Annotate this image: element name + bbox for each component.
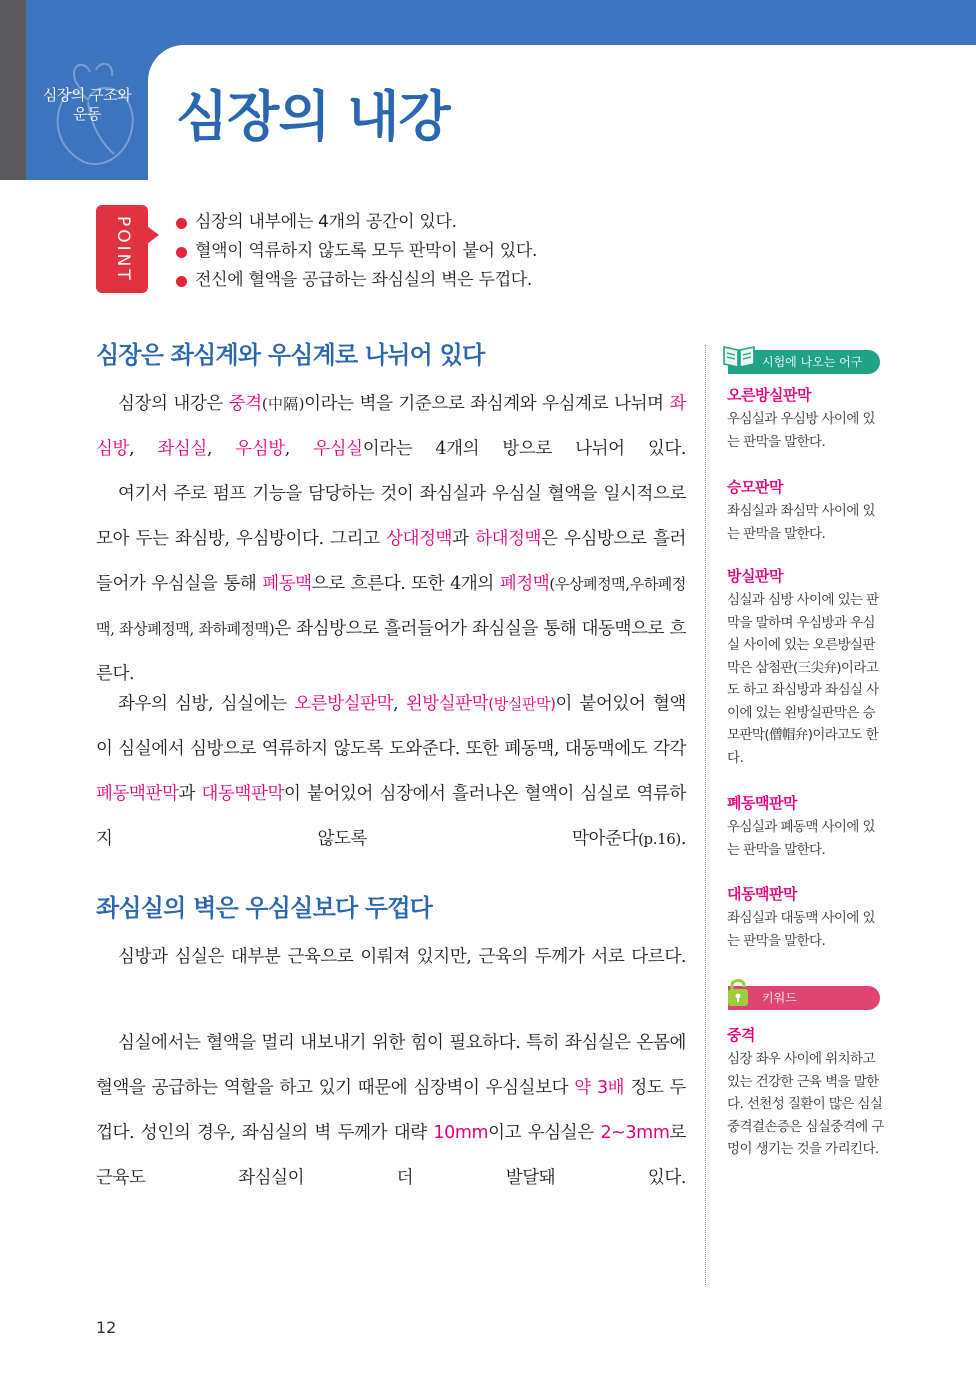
text-run: 심실에서는 혈액을 멀리 내보내기 위한 힘이 필요하다. 특히 좌심실은 온몸에 혈액을 공급하는 역할을 하고 있기 때문에 심장벽이 우심실보다 (96, 1033, 686, 1098)
text-run: 으로 흐른다. 또한 4개의 (311, 574, 500, 594)
text-run: , (206, 439, 236, 459)
paragraph (96, 472, 686, 697)
chapter-label (26, 86, 148, 124)
glossary-desc: 좌심실과 대동맥 사이에 있는 판막을 말한다. (727, 910, 875, 949)
bullet-dot-icon (176, 218, 187, 229)
side-strip (0, 0, 26, 180)
highlight-term: 폐정맥 (499, 574, 550, 594)
highlight-term: 상대정맥 (386, 529, 453, 549)
text-run: 좌우의 심방, 심실에는 (118, 694, 295, 714)
text-run: 이라는 벽을 기준으로 좌심계와 우심계로 나뉘며 (304, 394, 670, 414)
text-run: 정도 두껍다. 성인의 경우, 좌심실의 벽 두께가 대략 (96, 1078, 686, 1143)
text-run: 은 좌심방으로 흘러들어가 좌심실을 통해 대동맥으로 흐른다. (96, 619, 686, 684)
point-item-text: 전신에 혈액을 공급하는 좌심실의 벽은 두껍다. (195, 270, 532, 290)
text-run: (中隔) (261, 395, 305, 413)
glossary-term: 폐동맥판막 (727, 794, 797, 812)
text-run: 이라는 4개의 방으로 나뉘어 있다. (362, 439, 686, 459)
keyword-term: 중격 (727, 1026, 755, 1044)
glossary-entry (727, 476, 887, 545)
paragraph: 심방과 심실은 대부분 근육으로 이뤄져 있지만, 근육의 두께가 서로 다르다. (118, 947, 686, 967)
page-reference: (p.16) (638, 830, 681, 848)
paragraph (96, 382, 686, 472)
page-title: 심장의 내강 (176, 85, 450, 148)
text-run: 과 (452, 529, 476, 549)
point-item (176, 237, 537, 266)
highlight-term: (방실판막) (488, 695, 556, 713)
highlight-term: 2~3mm (600, 1123, 670, 1143)
point-item (176, 266, 537, 295)
point-list (176, 208, 537, 295)
text-run: 은 우심방으로 흘러들어가 우심실을 통해 (96, 529, 687, 594)
keyword-desc: 심장 좌우 사이에 위치하고 있는 건강한 근육 벽을 말한다. 선천성 질환이 많은 심실중격결손증은 심실중격에 구멍이 생기는 것을 가리킨다. (727, 1051, 884, 1157)
glossary-tag-label: 시험에 나오는 어구 (762, 355, 863, 369)
glossary-term: 승모판막 (727, 478, 783, 496)
text-run: , (393, 694, 406, 714)
text-run: 이 붙어있어 심장에서 흘러나온 혈액이 심실로 역류하지 않도록 막아준다 (96, 784, 686, 849)
chapter-label-line2: 운동 (73, 105, 101, 123)
keyword-tag (728, 986, 880, 1010)
text-run: 로 근육도 좌심실이 더 발달돼 있다. (96, 1123, 686, 1188)
point-item-text: 심장의 내부에는 4개의 공간이 있다. (195, 212, 457, 232)
highlight-term: 오른방실판막 (294, 694, 394, 714)
glossary-entry (727, 792, 887, 861)
highlight-term: 우심방 (235, 439, 285, 459)
highlight-term: 10mm (433, 1123, 489, 1143)
highlight-term: 폐동맥판막 (96, 784, 179, 804)
lock-icon (726, 976, 750, 1008)
highlight-term: 좌심방 (96, 394, 686, 459)
highlight-term: 하대정맥 (475, 529, 542, 549)
text-run: (우상폐정맥,우하폐정맥, 좌상폐정맥, 좌하폐정맥) (96, 575, 686, 638)
highlight-term: 왼방실판막 (405, 694, 489, 714)
section-heading: 심장은 좌심계와 우심계로 나뉘어 있다 (96, 341, 485, 369)
page-number: 12 (96, 1318, 117, 1337)
bullet-dot-icon (176, 276, 187, 287)
glossary-entry (727, 384, 887, 453)
glossary-entry (727, 565, 887, 769)
point-label-wrap (105, 212, 141, 286)
glossary-desc: 심실과 심방 사이에 있는 판막을 말하며 우심방과 우심실 사이에 있는 오른방실판막은 삼첨판(三尖弁)이라고도 하고 좌심방과 좌심실 사이에 있는 왼방실판막은 승모판막(僧帽弁)이라고도 한다. (727, 592, 879, 766)
paragraph (96, 1021, 686, 1201)
highlight-term: 대동맥판막 (201, 784, 285, 804)
section-heading: 좌심실의 벽은 우심실보다 두껍다 (96, 894, 433, 922)
text-run: 이 붙어있어 혈액이 심실에서 심방으로 역류하지 않도록 도와준다. 또한 폐동맥, 대동맥에도 각각 (96, 694, 686, 759)
glossary-term: 방실판막 (727, 567, 783, 585)
highlight-term: 폐동맥 (262, 574, 312, 594)
open-book-icon (722, 343, 756, 369)
keyword-entry (727, 1024, 887, 1161)
glossary-term: 대동맥판막 (727, 885, 797, 903)
paragraph (96, 682, 686, 862)
chapter-label-line1: 심장의 구조와 (42, 86, 132, 104)
sidebar-divider (705, 345, 706, 1285)
glossary-term: 오른방실판막 (727, 386, 811, 404)
glossary-desc: 우심실과 폐동맥 사이에 있는 판막을 말한다. (727, 819, 875, 858)
highlight-term: 약 3배 (574, 1078, 625, 1098)
bullet-dot-icon (176, 247, 187, 258)
point-item-text: 혈액이 역류하지 않도록 모두 판막이 붙어 있다. (195, 241, 538, 261)
text-run: 여기서 주로 펌프 기능을 담당하는 것이 좌심실과 우심실 혈액을 일시적으로 모아 두는 좌심방, 우심방이다. 그리고 (96, 484, 686, 549)
highlight-term: 좌심실 (157, 439, 207, 459)
point-badge-arrow (147, 226, 159, 244)
text-run: 이고 우심실은 (488, 1123, 601, 1143)
text-run: 심장의 내강은 (118, 394, 229, 414)
glossary-desc: 좌심실과 좌심막 사이에 있는 판막을 말한다. (727, 503, 875, 542)
text-run: , (284, 439, 314, 459)
highlight-term: 중격 (228, 394, 262, 414)
text-run: 과 (178, 784, 202, 804)
glossary-desc: 우심실과 우심방 사이에 있는 판막을 말한다. (727, 411, 875, 450)
highlight-term: 우심실 (313, 439, 363, 459)
point-item (176, 208, 537, 237)
glossary-entry (727, 883, 887, 952)
point-label: POINT (113, 215, 133, 283)
text-run: . (680, 829, 686, 849)
keyword-tag-label: 키워드 (762, 991, 797, 1005)
text-run: , (129, 439, 158, 459)
